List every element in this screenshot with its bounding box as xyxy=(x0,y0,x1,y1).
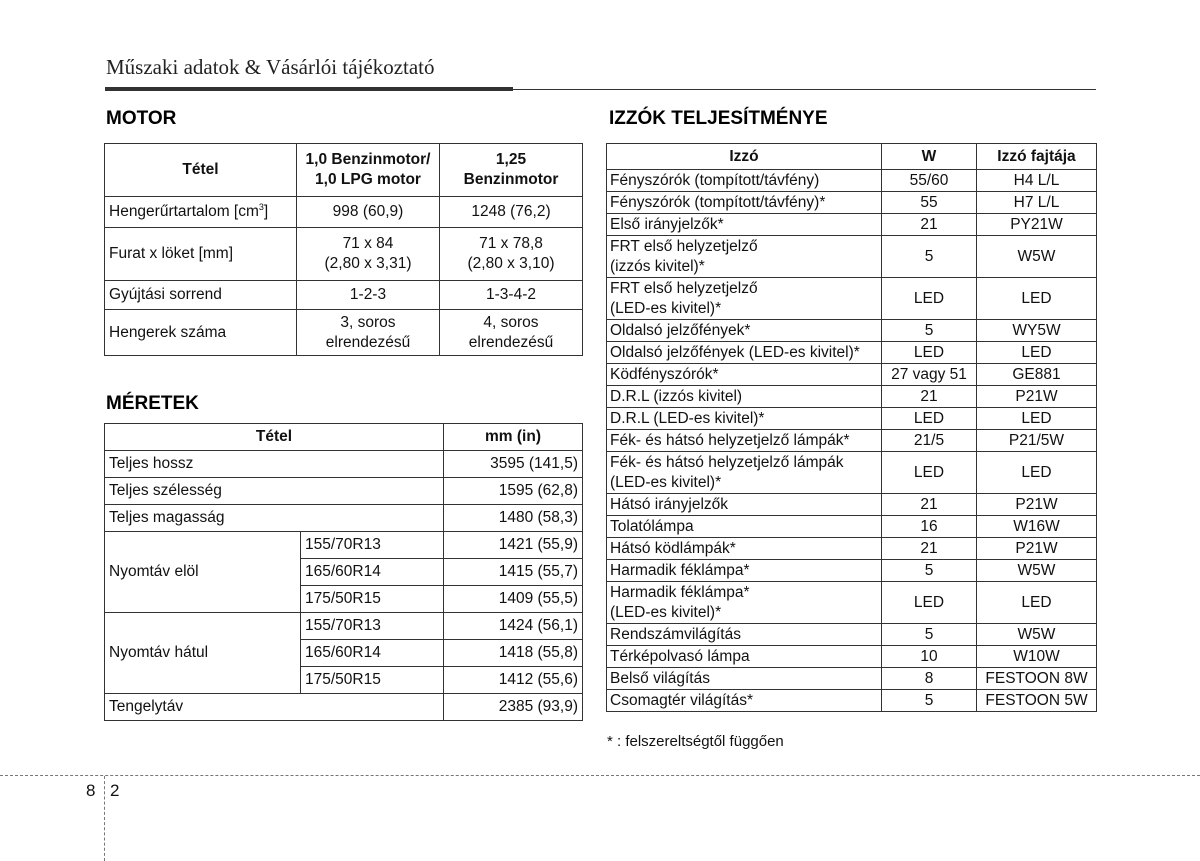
motor-value-engine1: 3, soros elrendezésű xyxy=(297,310,440,356)
bulb-watt: 21 xyxy=(882,214,977,236)
table-row xyxy=(607,668,1097,690)
meretek-row-value: 1415 (55,7) xyxy=(444,559,583,586)
table-row xyxy=(607,364,1097,386)
table-row xyxy=(105,478,583,505)
tire-size: 175/50R15 xyxy=(301,586,444,613)
bulb-name: Harmadik féklámpa* xyxy=(607,560,882,582)
motor-value-engine2: 71 x 78,8 (2,80 x 3,10) xyxy=(440,228,583,281)
header-rule xyxy=(105,87,513,91)
bulb-type: W5W xyxy=(977,236,1097,278)
table-row xyxy=(607,386,1097,408)
bulb-col-name: Izzó xyxy=(607,144,882,170)
bulb-watt: 55/60 xyxy=(882,170,977,192)
bulb-type: LED xyxy=(977,452,1097,494)
bulb-name: Térképolvasó lámpa xyxy=(607,646,882,668)
bulb-watt: 5 xyxy=(882,560,977,582)
bulb-type: P21W xyxy=(977,494,1097,516)
motor-value-engine2: 4, soros elrendezésű xyxy=(440,310,583,356)
bulb-watt: 27 vagy 51 xyxy=(882,364,977,386)
meretek-row-value: 1412 (55,6) xyxy=(444,667,583,694)
bulb-col-type: Izzó fajtája xyxy=(977,144,1097,170)
motor-col-item: Tétel xyxy=(105,144,297,197)
bulb-name: Fék- és hátsó helyzetjelző lámpák* xyxy=(607,430,882,452)
bulb-name: D.R.L (izzós kivitel) xyxy=(607,386,882,408)
table-row xyxy=(105,310,583,356)
bulb-name: Oldalsó jelzőfények* xyxy=(607,320,882,342)
bulb-watt: 21 xyxy=(882,386,977,408)
bulb-name: Csomagtér világítás* xyxy=(607,690,882,712)
motor-row-label: Gyújtási sorrend xyxy=(105,281,297,310)
bulb-type: GE881 xyxy=(977,364,1097,386)
bulb-name: Tolatólámpa xyxy=(607,516,882,538)
table-row xyxy=(607,236,1097,278)
bulb-watt: 10 xyxy=(882,646,977,668)
table-row xyxy=(105,694,583,721)
bulb-name: Oldalsó jelzőfények (LED-es kivitel)* xyxy=(607,342,882,364)
bulb-type: LED xyxy=(977,408,1097,430)
table-row xyxy=(607,516,1097,538)
motor-value-engine1: 998 (60,9) xyxy=(297,197,440,228)
bulb-type: P21W xyxy=(977,386,1097,408)
meretek-row-label: Teljes magasság xyxy=(105,505,444,532)
footnote: * : felszereltségtől függően xyxy=(607,733,784,750)
bulb-watt: 21 xyxy=(882,494,977,516)
header-rule-thin xyxy=(513,89,1096,90)
meretek-row-value: 1595 (62,8) xyxy=(444,478,583,505)
bulb-type: H4 L/L xyxy=(977,170,1097,192)
bulb-watt: LED xyxy=(882,408,977,430)
meretek-row-value: 1480 (58,3) xyxy=(444,505,583,532)
motor-value-engine1: 71 x 84 (2,80 x 3,31) xyxy=(297,228,440,281)
meretek-row-value: 1421 (55,9) xyxy=(444,532,583,559)
bulb-name: Hátsó ködlámpák* xyxy=(607,538,882,560)
footer-dashed-rule xyxy=(0,775,1200,776)
bulb-watt: LED xyxy=(882,278,977,320)
bulb-watt: 5 xyxy=(882,624,977,646)
motor-col-engine1: 1,0 Benzinmotor/ 1,0 LPG motor xyxy=(297,144,440,197)
tire-size: 165/60R14 xyxy=(301,559,444,586)
table-row xyxy=(607,646,1097,668)
bulb-name: Fényszórók (tompított/távfény) xyxy=(607,170,882,192)
front-track-label: Nyomtáv elöl xyxy=(105,532,301,613)
table-row xyxy=(607,408,1097,430)
bulb-watt: 21 xyxy=(882,538,977,560)
table-row xyxy=(607,170,1097,192)
motor-value-engine2: 1-3-4-2 xyxy=(440,281,583,310)
table-row xyxy=(607,452,1097,494)
bulb-name: Ködfényszórók* xyxy=(607,364,882,386)
wheelbase-value: 2385 (93,9) xyxy=(444,694,583,721)
table-row xyxy=(105,532,583,559)
table-row xyxy=(607,192,1097,214)
bulb-type: WY5W xyxy=(977,320,1097,342)
page-number: 2 xyxy=(110,781,120,800)
bulb-watt: LED xyxy=(882,582,977,624)
bulb-name: Hátsó irányjelzők xyxy=(607,494,882,516)
tire-size: 175/50R15 xyxy=(301,667,444,694)
page-header-title: Műszaki adatok & Vásárlói tájékoztató xyxy=(106,55,435,79)
bulb-type: W5W xyxy=(977,560,1097,582)
bulb-table xyxy=(606,143,1097,712)
tire-size: 155/70R13 xyxy=(301,613,444,640)
motor-section-title: MOTOR xyxy=(106,108,177,129)
table-row xyxy=(607,214,1097,236)
bulb-watt: 5 xyxy=(882,690,977,712)
bulb-watt: LED xyxy=(882,342,977,364)
table-row xyxy=(105,613,583,640)
bulb-type: W16W xyxy=(977,516,1097,538)
table-row xyxy=(607,582,1097,624)
table-row xyxy=(607,320,1097,342)
motor-row-label: Hengerűrtartalom $[cm^3]$ xyxy=(105,197,297,228)
tire-size: 165/60R14 xyxy=(301,640,444,667)
table-row xyxy=(607,430,1097,452)
meretek-table xyxy=(104,423,583,721)
table-row xyxy=(607,342,1097,364)
table-row xyxy=(105,197,583,228)
bulb-name: Első irányjelzők* xyxy=(607,214,882,236)
rear-track-label: Nyomtáv hátul xyxy=(105,613,301,694)
motor-row-label: Furat x löket [mm] xyxy=(105,228,297,281)
meretek-col-value: mm (in) xyxy=(444,424,583,451)
bulb-type: W10W xyxy=(977,646,1097,668)
table-row xyxy=(105,281,583,310)
meretek-row-value: 3595 (141,5) xyxy=(444,451,583,478)
table-row xyxy=(607,690,1097,712)
bulb-type: PY21W xyxy=(977,214,1097,236)
tire-size: 155/70R13 xyxy=(301,532,444,559)
chapter-number: 8 xyxy=(86,781,96,800)
bulb-name: Belső világítás xyxy=(607,668,882,690)
bulb-watt: 8 xyxy=(882,668,977,690)
table-row xyxy=(105,228,583,281)
meretek-row-value: 1409 (55,5) xyxy=(444,586,583,613)
bulb-name: FRT első helyzetjelző (LED-es kivitel)* xyxy=(607,278,882,320)
bulb-watt: 55 xyxy=(882,192,977,214)
bulb-type: LED xyxy=(977,278,1097,320)
bulb-name: Fék- és hátsó helyzetjelző lámpák (LED-es kivitel)* xyxy=(607,452,882,494)
bulb-name: Fényszórók (tompított/távfény)* xyxy=(607,192,882,214)
bulb-type: LED xyxy=(977,342,1097,364)
bulb-type: H7 L/L xyxy=(977,192,1097,214)
table-row xyxy=(607,538,1097,560)
bulb-watt: 16 xyxy=(882,516,977,538)
bulb-watt: 5 xyxy=(882,320,977,342)
bulb-type: LED xyxy=(977,582,1097,624)
table-row xyxy=(607,624,1097,646)
meretek-row-value: 1418 (55,8) xyxy=(444,640,583,667)
meretek-section-title: MÉRETEK xyxy=(106,393,199,414)
bulb-type: P21W xyxy=(977,538,1097,560)
table-row xyxy=(105,451,583,478)
bulb-name: FRT első helyzetjelző (izzós kivitel)* xyxy=(607,236,882,278)
meretek-col-item: Tétel xyxy=(105,424,444,451)
wheelbase-label: Tengelytáv xyxy=(105,694,444,721)
bulb-watt: LED xyxy=(882,452,977,494)
bulb-type: FESTOON 5W xyxy=(977,690,1097,712)
bulb-name: Harmadik féklámpa* (LED-es kivitel)* xyxy=(607,582,882,624)
table-row xyxy=(607,560,1097,582)
meretek-row-value: 1424 (56,1) xyxy=(444,613,583,640)
motor-table xyxy=(104,143,583,356)
motor-row-label: Hengerek száma xyxy=(105,310,297,356)
bulb-name: Rendszámvilágítás xyxy=(607,624,882,646)
footer-dashed-divider xyxy=(104,776,105,861)
bulb-name: D.R.L (LED-es kivitel)* xyxy=(607,408,882,430)
bulb-watt: 5 xyxy=(882,236,977,278)
motor-col-engine2: 1,25 Benzinmotor xyxy=(440,144,583,197)
table-row xyxy=(607,278,1097,320)
meretek-row-label: Teljes szélesség xyxy=(105,478,444,505)
bulb-col-watt: W xyxy=(882,144,977,170)
bulb-type: FESTOON 8W xyxy=(977,668,1097,690)
table-row xyxy=(105,505,583,532)
motor-value-engine2: 1248 (76,2) xyxy=(440,197,583,228)
bulb-type: W5W xyxy=(977,624,1097,646)
table-row xyxy=(607,494,1097,516)
bulb-watt: 21/5 xyxy=(882,430,977,452)
meretek-row-label: Teljes hossz xyxy=(105,451,444,478)
izzok-section-title: IZZÓK TELJESÍTMÉNYE xyxy=(609,108,828,129)
motor-value-engine1: 1-2-3 xyxy=(297,281,440,310)
bulb-type: P21/5W xyxy=(977,430,1097,452)
